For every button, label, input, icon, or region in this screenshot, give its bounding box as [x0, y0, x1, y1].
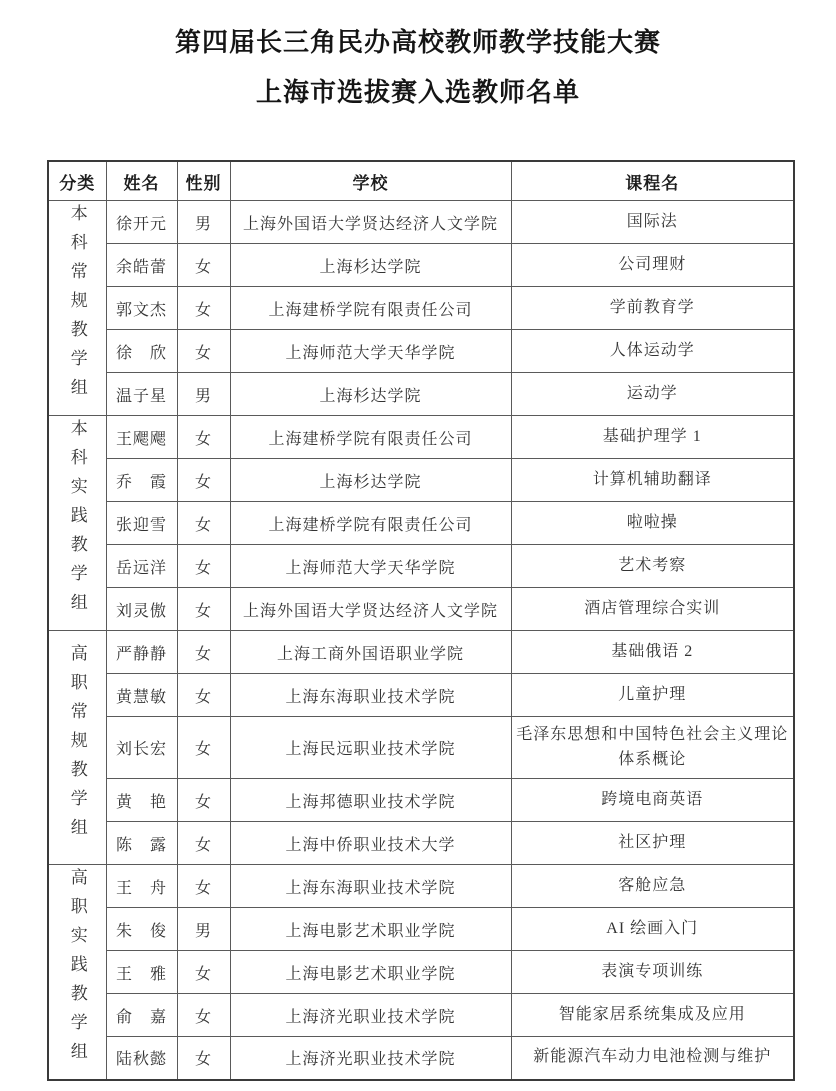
header-name: 姓名 — [106, 161, 177, 201]
course-cell: 跨境电商英语 — [511, 779, 794, 822]
table-row — [48, 994, 794, 1037]
course-cell: 儿童护理 — [511, 674, 794, 717]
school-cell: 上海杉达学院 — [230, 459, 511, 502]
table-row — [48, 244, 794, 287]
school-cell: 上海民远职业技术学院 — [230, 717, 511, 779]
table-row — [48, 717, 794, 779]
name-cell: 刘长宏 — [106, 717, 177, 779]
course-cell: 酒店管理综合实训 — [511, 588, 794, 631]
school-cell: 上海师范大学天华学院 — [230, 330, 511, 373]
category-label: 本科实践教学组 — [67, 419, 87, 622]
gender-cell: 女 — [177, 717, 230, 779]
name-cell: 岳远洋 — [106, 545, 177, 588]
course-cell: 公司理财 — [511, 244, 794, 287]
name-cell: 温子星 — [106, 373, 177, 416]
table-row — [48, 502, 794, 545]
category-cell — [48, 631, 106, 865]
table-header-row — [48, 161, 794, 201]
course-cell: 客舱应急 — [511, 865, 794, 908]
table-row — [48, 201, 794, 244]
course-cell: 计算机辅助翻译 — [511, 459, 794, 502]
course-cell: 新能源汽车动力电池检测与维护 — [511, 1037, 794, 1080]
name-cell: 张迎雪 — [106, 502, 177, 545]
gender-cell: 女 — [177, 951, 230, 994]
course-cell: 基础俄语 2 — [511, 631, 794, 674]
school-cell: 上海杉达学院 — [230, 373, 511, 416]
school-cell: 上海电影艺术职业学院 — [230, 908, 511, 951]
header-school: 学校 — [230, 161, 511, 201]
school-cell: 上海中侨职业技术大学 — [230, 822, 511, 865]
gender-cell: 女 — [177, 674, 230, 717]
category-label: 高职实践教学组 — [67, 867, 87, 1071]
table-row — [48, 951, 794, 994]
course-cell: 基础护理学 1 — [511, 416, 794, 459]
school-cell: 上海建桥学院有限责任公司 — [230, 502, 511, 545]
gender-cell: 女 — [177, 994, 230, 1037]
school-cell: 上海建桥学院有限责任公司 — [230, 416, 511, 459]
school-cell: 上海东海职业技术学院 — [230, 865, 511, 908]
course-cell: 国际法 — [511, 201, 794, 244]
course-cell: 表演专项训练 — [511, 951, 794, 994]
name-cell: 王 雅 — [106, 951, 177, 994]
school-cell: 上海电影艺术职业学院 — [230, 951, 511, 994]
category-label: 本科常规教学组 — [67, 204, 87, 407]
school-cell: 上海邦德职业技术学院 — [230, 779, 511, 822]
name-cell: 陆秋懿 — [106, 1037, 177, 1080]
table-row — [48, 1037, 794, 1080]
name-cell: 朱 俊 — [106, 908, 177, 951]
gender-cell: 女 — [177, 287, 230, 330]
course-cell: 运动学 — [511, 373, 794, 416]
table-row — [48, 865, 794, 908]
school-cell: 上海外国语大学贤达经济人文学院 — [230, 588, 511, 631]
gender-cell: 女 — [177, 631, 230, 674]
gender-cell: 女 — [177, 822, 230, 865]
school-cell: 上海杉达学院 — [230, 244, 511, 287]
gender-cell: 男 — [177, 908, 230, 951]
name-cell: 王 舟 — [106, 865, 177, 908]
school-cell: 上海济光职业技术学院 — [230, 1037, 511, 1080]
table-row — [48, 908, 794, 951]
document-title-line1: 第四届长三角民办高校教师教学技能大赛 — [174, 28, 661, 57]
name-cell: 余皓蕾 — [106, 244, 177, 287]
name-cell: 俞 嘉 — [106, 994, 177, 1037]
gender-cell: 女 — [177, 545, 230, 588]
course-cell: 艺术考察 — [511, 545, 794, 588]
gender-cell: 男 — [177, 373, 230, 416]
name-cell: 陈 露 — [106, 822, 177, 865]
teacher-roster-table — [47, 160, 795, 1081]
course-cell: 社区护理 — [511, 822, 794, 865]
table-row — [48, 588, 794, 631]
table-row — [48, 416, 794, 459]
name-cell: 郭文杰 — [106, 287, 177, 330]
table-row — [48, 779, 794, 822]
table-row — [48, 330, 794, 373]
school-cell: 上海济光职业技术学院 — [230, 994, 511, 1037]
gender-cell: 女 — [177, 330, 230, 373]
name-cell: 黄慧敏 — [106, 674, 177, 717]
document-title-line2: 上海市选拔赛入选教师名单 — [255, 78, 580, 107]
name-cell: 刘灵傲 — [106, 588, 177, 631]
table-row — [48, 459, 794, 502]
category-cell — [48, 201, 106, 416]
course-cell: 智能家居系统集成及应用 — [511, 994, 794, 1037]
gender-cell: 女 — [177, 416, 230, 459]
header-course: 课程名 — [511, 161, 794, 201]
table-row — [48, 545, 794, 588]
table-row — [48, 631, 794, 674]
category-label: 高职常规教学组 — [67, 643, 87, 847]
school-cell: 上海工商外国语职业学院 — [230, 631, 511, 674]
name-cell: 黄 艳 — [106, 779, 177, 822]
table-row — [48, 287, 794, 330]
table-row — [48, 674, 794, 717]
table-row — [48, 373, 794, 416]
name-cell: 乔 霞 — [106, 459, 177, 502]
school-cell: 上海师范大学天华学院 — [230, 545, 511, 588]
gender-cell: 女 — [177, 865, 230, 908]
name-cell: 徐 欣 — [106, 330, 177, 373]
name-cell: 徐开元 — [106, 201, 177, 244]
course-cell: 人体运动学 — [511, 330, 794, 373]
school-cell: 上海外国语大学贤达经济人文学院 — [230, 201, 511, 244]
school-cell: 上海建桥学院有限责任公司 — [230, 287, 511, 330]
gender-cell: 女 — [177, 502, 230, 545]
course-cell: AI 绘画入门 — [511, 908, 794, 951]
gender-cell: 男 — [177, 201, 230, 244]
school-cell: 上海东海职业技术学院 — [230, 674, 511, 717]
course-cell: 学前教育学 — [511, 287, 794, 330]
name-cell: 王飔飔 — [106, 416, 177, 459]
gender-cell: 女 — [177, 244, 230, 287]
course-cell: 毛泽东思想和中国特色社会主义理论体系概论 — [511, 717, 794, 779]
gender-cell: 女 — [177, 459, 230, 502]
category-cell — [48, 416, 106, 631]
table-row — [48, 822, 794, 865]
gender-cell: 女 — [177, 588, 230, 631]
course-cell: 啦啦操 — [511, 502, 794, 545]
gender-cell: 女 — [177, 779, 230, 822]
name-cell: 严静静 — [106, 631, 177, 674]
gender-cell: 女 — [177, 1037, 230, 1080]
header-category: 分类 — [48, 161, 106, 201]
header-gender: 性别 — [177, 161, 230, 201]
category-cell — [48, 865, 106, 1080]
